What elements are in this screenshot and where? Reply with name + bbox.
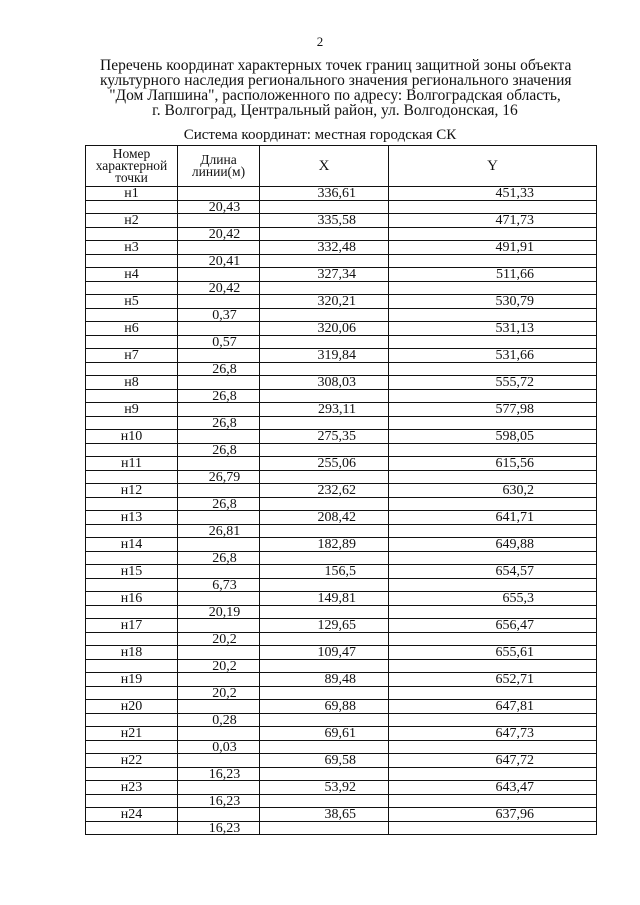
line-length-cell: 16,23 — [178, 822, 260, 836]
table-row — [86, 511, 597, 525]
x-cell: 69,88 — [260, 700, 389, 714]
title-line: Перечень координат характерных точек границ защитной зоны объекта — [100, 57, 572, 74]
empty-cell — [178, 430, 260, 444]
x-cell: 149,81 — [260, 592, 389, 606]
x-cell: 129,65 — [260, 619, 389, 633]
point-id-cell: н18 — [86, 646, 178, 660]
table-row — [86, 822, 597, 836]
empty-cell — [86, 741, 178, 755]
point-id-cell: н4 — [86, 268, 178, 282]
x-cell: 275,35 — [260, 430, 389, 444]
x-cell: 319,84 — [260, 349, 389, 363]
empty-cell — [389, 552, 597, 566]
line-length-cell: 20,2 — [178, 687, 260, 701]
line-length-cell: 16,23 — [178, 795, 260, 809]
empty-cell — [178, 808, 260, 822]
y-cell: 654,57 — [389, 565, 597, 579]
point-id-cell: н19 — [86, 673, 178, 687]
x-cell: 208,42 — [260, 511, 389, 525]
x-cell: 320,21 — [260, 295, 389, 309]
y-cell: 531,13 — [389, 322, 597, 336]
table-row — [86, 592, 597, 606]
point-id-cell: н14 — [86, 538, 178, 552]
point-id-cell: н15 — [86, 565, 178, 579]
line-length-cell: 20,42 — [178, 228, 260, 242]
empty-cell — [260, 606, 389, 620]
line-length-cell: 26,79 — [178, 471, 260, 485]
empty-cell — [178, 457, 260, 471]
empty-cell — [86, 201, 178, 215]
empty-cell — [389, 795, 597, 809]
y-cell: 641,71 — [389, 511, 597, 525]
y-cell: 598,05 — [389, 430, 597, 444]
header-point-number: Номер характерной точки — [86, 146, 178, 187]
empty-cell — [178, 754, 260, 768]
table-row — [86, 322, 597, 336]
point-id-cell: н22 — [86, 754, 178, 768]
empty-cell — [86, 471, 178, 485]
table-row — [86, 781, 597, 795]
table-row — [86, 727, 597, 741]
line-length-cell: 20,19 — [178, 606, 260, 620]
empty-cell — [86, 417, 178, 431]
point-id-cell: н20 — [86, 700, 178, 714]
table-row — [86, 363, 597, 377]
empty-cell — [178, 349, 260, 363]
table-row — [86, 687, 597, 701]
table-row — [86, 498, 597, 512]
y-cell: 471,73 — [389, 214, 597, 228]
empty-cell — [260, 768, 389, 782]
table-row — [86, 795, 597, 809]
empty-cell — [178, 538, 260, 552]
empty-cell — [178, 484, 260, 498]
x-cell: 156,5 — [260, 565, 389, 579]
table-row — [86, 700, 597, 714]
empty-cell — [86, 390, 178, 404]
empty-cell — [86, 714, 178, 728]
point-id-cell: н17 — [86, 619, 178, 633]
header-y: Y — [389, 146, 597, 187]
line-length-cell: 20,41 — [178, 255, 260, 269]
empty-cell — [178, 376, 260, 390]
title-line: культурного наследия регионального значения регионального значения — [100, 72, 572, 89]
y-cell: 530,79 — [389, 295, 597, 309]
table-row — [86, 714, 597, 728]
empty-cell — [389, 525, 597, 539]
empty-cell — [178, 187, 260, 201]
point-id-cell: н21 — [86, 727, 178, 741]
x-cell: 336,61 — [260, 187, 389, 201]
empty-cell — [389, 201, 597, 215]
line-length-cell: 26,8 — [178, 444, 260, 458]
table-row — [86, 349, 597, 363]
y-cell: 652,71 — [389, 673, 597, 687]
empty-cell — [389, 255, 597, 269]
empty-cell — [389, 687, 597, 701]
x-cell: 38,65 — [260, 808, 389, 822]
document-title — [100, 58, 570, 118]
point-id-cell: н2 — [86, 214, 178, 228]
empty-cell — [178, 619, 260, 633]
empty-cell — [389, 417, 597, 431]
empty-cell — [178, 511, 260, 525]
empty-cell — [86, 552, 178, 566]
table-row — [86, 579, 597, 593]
line-length-cell: 20,43 — [178, 201, 260, 215]
empty-cell — [86, 309, 178, 323]
empty-cell — [260, 336, 389, 350]
table-row — [86, 754, 597, 768]
x-cell: 320,06 — [260, 322, 389, 336]
table-row — [86, 187, 597, 201]
header-line-length: Длина линии(м) — [178, 146, 260, 187]
y-cell: 643,47 — [389, 781, 597, 795]
table-row — [86, 768, 597, 782]
empty-cell — [389, 444, 597, 458]
empty-cell — [260, 660, 389, 674]
point-id-cell: н5 — [86, 295, 178, 309]
empty-cell — [260, 714, 389, 728]
title-line: г. Волгоград, Центральный район, ул. Волгодонская, 16 — [152, 102, 518, 119]
y-cell: 577,98 — [389, 403, 597, 417]
empty-cell — [389, 471, 597, 485]
table-row — [86, 552, 597, 566]
line-length-cell: 20,2 — [178, 633, 260, 647]
y-cell: 655,3 — [389, 592, 597, 606]
empty-cell — [86, 363, 178, 377]
point-id-cell: н16 — [86, 592, 178, 606]
point-id-cell: н6 — [86, 322, 178, 336]
empty-cell — [260, 498, 389, 512]
empty-cell — [86, 255, 178, 269]
empty-cell — [178, 700, 260, 714]
y-cell: 451,33 — [389, 187, 597, 201]
x-cell: 89,48 — [260, 673, 389, 687]
y-cell: 637,96 — [389, 808, 597, 822]
table-row — [86, 741, 597, 755]
table-row — [86, 660, 597, 674]
line-length-cell: 26,8 — [178, 417, 260, 431]
empty-cell — [178, 214, 260, 228]
table-row — [86, 565, 597, 579]
x-cell: 327,34 — [260, 268, 389, 282]
page-number: 2 — [316, 34, 324, 49]
point-id-cell: н3 — [86, 241, 178, 255]
y-cell: 555,72 — [389, 376, 597, 390]
point-id-cell: н13 — [86, 511, 178, 525]
empty-cell — [86, 660, 178, 674]
y-cell: 615,56 — [389, 457, 597, 471]
table-row — [86, 538, 597, 552]
table-row — [86, 403, 597, 417]
empty-cell — [86, 606, 178, 620]
empty-cell — [260, 687, 389, 701]
title-line: "Дом Лапшина", расположенного по адресу: Волгоградская область, — [109, 87, 561, 104]
x-cell: 69,58 — [260, 754, 389, 768]
table-row — [86, 201, 597, 215]
coordinate-system-caption: Система координат: местная городская СК — [183, 127, 457, 143]
point-id-cell: н24 — [86, 808, 178, 822]
line-length-cell: 6,73 — [178, 579, 260, 593]
line-length-cell: 20,42 — [178, 282, 260, 296]
empty-cell — [260, 282, 389, 296]
line-length-cell: 26,8 — [178, 390, 260, 404]
empty-cell — [86, 282, 178, 296]
table-row — [86, 606, 597, 620]
empty-cell — [389, 228, 597, 242]
x-cell: 335,58 — [260, 214, 389, 228]
empty-cell — [178, 673, 260, 687]
point-id-cell: н9 — [86, 403, 178, 417]
point-id-cell: н7 — [86, 349, 178, 363]
line-length-cell: 26,8 — [178, 498, 260, 512]
line-length-cell: 0,03 — [178, 741, 260, 755]
y-cell: 630,2 — [389, 484, 597, 498]
table-row — [86, 430, 597, 444]
point-id-cell: н23 — [86, 781, 178, 795]
empty-cell — [389, 822, 597, 836]
empty-cell — [389, 336, 597, 350]
empty-cell — [389, 741, 597, 755]
empty-cell — [178, 646, 260, 660]
x-cell: 255,06 — [260, 457, 389, 471]
point-id-cell: н8 — [86, 376, 178, 390]
table-body — [86, 187, 597, 835]
table-row — [86, 471, 597, 485]
empty-cell — [260, 255, 389, 269]
table-row — [86, 214, 597, 228]
point-id-cell: н12 — [86, 484, 178, 498]
empty-cell — [86, 687, 178, 701]
table-row — [86, 228, 597, 242]
empty-cell — [260, 363, 389, 377]
empty-cell — [260, 552, 389, 566]
empty-cell — [86, 579, 178, 593]
empty-cell — [389, 714, 597, 728]
empty-cell — [389, 768, 597, 782]
empty-cell — [178, 727, 260, 741]
x-cell: 53,92 — [260, 781, 389, 795]
y-cell: 655,61 — [389, 646, 597, 660]
empty-cell — [389, 498, 597, 512]
empty-cell — [389, 363, 597, 377]
table-row — [86, 417, 597, 431]
empty-cell — [260, 309, 389, 323]
empty-cell — [389, 660, 597, 674]
table-row — [86, 255, 597, 269]
coordinates-table — [85, 145, 597, 835]
x-cell: 232,62 — [260, 484, 389, 498]
empty-cell — [260, 741, 389, 755]
table-row — [86, 646, 597, 660]
empty-cell — [260, 228, 389, 242]
y-cell: 656,47 — [389, 619, 597, 633]
table-row — [86, 309, 597, 323]
line-length-cell: 26,8 — [178, 552, 260, 566]
empty-cell — [178, 403, 260, 417]
x-cell: 182,89 — [260, 538, 389, 552]
point-id-cell: н1 — [86, 187, 178, 201]
empty-cell — [260, 201, 389, 215]
table-row — [86, 673, 597, 687]
empty-cell — [178, 268, 260, 282]
empty-cell — [260, 417, 389, 431]
line-length-cell: 0,37 — [178, 309, 260, 323]
point-id-cell: н10 — [86, 430, 178, 444]
empty-cell — [178, 565, 260, 579]
table-row — [86, 444, 597, 458]
empty-cell — [178, 322, 260, 336]
line-length-cell: 26,81 — [178, 525, 260, 539]
y-cell: 647,81 — [389, 700, 597, 714]
table-row — [86, 633, 597, 647]
empty-cell — [260, 795, 389, 809]
y-cell: 647,73 — [389, 727, 597, 741]
empty-cell — [389, 282, 597, 296]
empty-cell — [86, 525, 178, 539]
point-id-cell: н11 — [86, 457, 178, 471]
line-length-cell: 20,2 — [178, 660, 260, 674]
x-cell: 109,47 — [260, 646, 389, 660]
empty-cell — [389, 390, 597, 404]
y-cell: 491,91 — [389, 241, 597, 255]
table-row — [86, 525, 597, 539]
empty-cell — [260, 822, 389, 836]
empty-cell — [389, 606, 597, 620]
empty-cell — [389, 633, 597, 647]
empty-cell — [260, 525, 389, 539]
y-cell: 531,66 — [389, 349, 597, 363]
table-row — [86, 484, 597, 498]
table-header-row — [86, 146, 597, 187]
empty-cell — [86, 768, 178, 782]
empty-cell — [86, 633, 178, 647]
table-row — [86, 295, 597, 309]
table-row — [86, 808, 597, 822]
table-row — [86, 268, 597, 282]
header-x: X — [260, 146, 389, 187]
empty-cell — [178, 241, 260, 255]
x-cell: 332,48 — [260, 241, 389, 255]
table-row — [86, 390, 597, 404]
empty-cell — [86, 822, 178, 836]
table-row — [86, 619, 597, 633]
y-cell: 647,72 — [389, 754, 597, 768]
empty-cell — [260, 471, 389, 485]
empty-cell — [178, 592, 260, 606]
empty-cell — [389, 309, 597, 323]
line-length-cell: 26,8 — [178, 363, 260, 377]
empty-cell — [260, 579, 389, 593]
empty-cell — [178, 295, 260, 309]
x-cell: 69,61 — [260, 727, 389, 741]
empty-cell — [260, 390, 389, 404]
table-row — [86, 282, 597, 296]
empty-cell — [389, 579, 597, 593]
line-length-cell: 0,57 — [178, 336, 260, 350]
table-row — [86, 457, 597, 471]
table-row — [86, 336, 597, 350]
empty-cell — [86, 498, 178, 512]
empty-cell — [86, 228, 178, 242]
line-length-cell: 0,28 — [178, 714, 260, 728]
line-length-cell: 16,23 — [178, 768, 260, 782]
y-cell: 511,66 — [389, 268, 597, 282]
empty-cell — [86, 795, 178, 809]
table-row — [86, 241, 597, 255]
empty-cell — [178, 781, 260, 795]
empty-cell — [260, 444, 389, 458]
empty-cell — [86, 336, 178, 350]
empty-cell — [86, 444, 178, 458]
x-cell: 308,03 — [260, 376, 389, 390]
y-cell: 649,88 — [389, 538, 597, 552]
x-cell: 293,11 — [260, 403, 389, 417]
table-row — [86, 376, 597, 390]
empty-cell — [260, 633, 389, 647]
